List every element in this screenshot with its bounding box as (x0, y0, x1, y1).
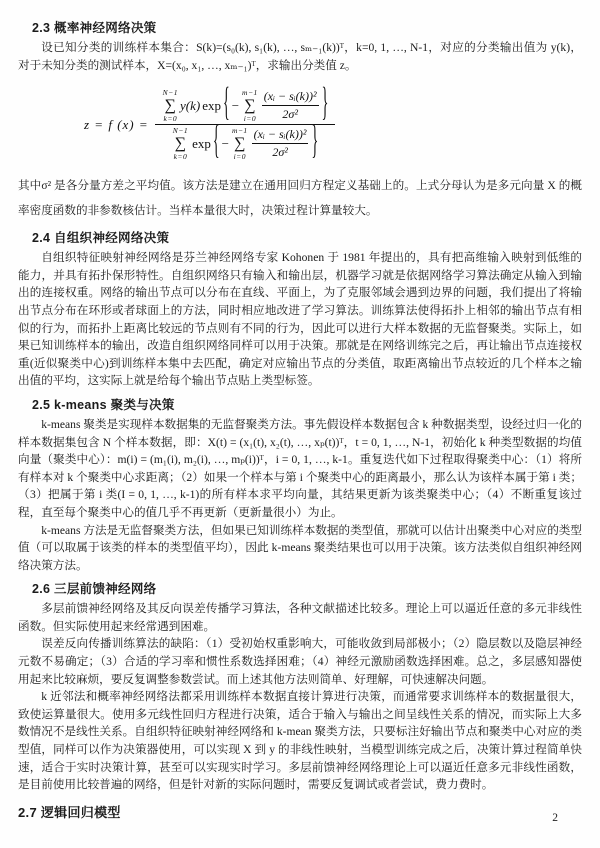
formula-probabilistic-nn (84, 82, 582, 164)
paragraph-2-6-intro: 多层前馈神经网络及其反向误差传播学习算法，各种文献描述比较多。理论上可以逼近任意的多元非线性函数。但实际使用起来经常遇到困难。 (18, 602, 582, 633)
fraction-numerator: (xᵢ − sᵢ(k))² (252, 127, 309, 144)
sigma-symbol: ∑ (234, 134, 246, 152)
outer-sum-operator-num (163, 89, 178, 122)
inner-sum-operator-den (232, 127, 248, 160)
paragraph-2-3-intro: 设已知分类的训练样本集合：S(k)=(s₀(k), s₁(k), …, sₘ₋₁(k))ᵀ，k=0, 1, …, N-1，对应的分类输出值为 y(k)，对于未知分类的测试样本，X=(x₀, x₁, …, xₘ₋₁)ᵀ，求输出分类值 z。 (18, 41, 582, 72)
heading-2-7: 2.7 逻辑回归模型 (18, 804, 121, 820)
sum-upper-limit: m−1 (231, 126, 248, 136)
sum-upper-limit: N−1 (162, 88, 178, 98)
numerator-row (161, 82, 330, 126)
right-brace: } (321, 82, 329, 126)
left-brace: { (222, 82, 230, 126)
right-brace: } (311, 120, 319, 164)
sum-upper-limit: N−1 (172, 126, 189, 136)
section-2-7 (18, 802, 582, 821)
sigma-symbol: ∑ (244, 96, 256, 114)
minus-sign: − (221, 135, 229, 151)
fraction-numerator: (xᵢ − sᵢ(k))² (262, 89, 319, 106)
coefficient-yk: y(k) (179, 97, 201, 113)
exp-function: exp (202, 97, 221, 113)
formula-denominator (155, 120, 336, 164)
fraction-denominator: 2σ² (272, 145, 288, 160)
page-number: 2 (552, 812, 558, 824)
sum-lower-limit: i=0 (243, 113, 257, 123)
paragraph-2-6-comparison: k 近邻法和概率神经网络法都采用训练样本数据直接计算进行决策，而通常要求训练样本的数据量很大，致使运算量很大。使用多元线性回归方程进行决策，适合于输入与输出之间呈线性关系的情况，而实际上大多数情况不是线性关系。自组织特征映射神经网络和 k-mean 聚类方法，只要标注好输出节点和聚类中心对应的类型值，同样可以作为决策器使用，可以实现 X 到 y 的非线性映射，当模型训练完成之后，决策计算过程简单快速，适合于实时决策计算，甚至可以实现实时学习。多层前馈神经网络理论上可以逼近任意多元非线性函数，是目前使用比较普遍的网络，但是针对新的实际问题时，需要反复调试或者尝试，费力费时。 (18, 690, 582, 792)
formula-big-fraction (155, 82, 336, 164)
sigma-symbol: ∑ (164, 96, 177, 114)
denominator-row (171, 120, 319, 164)
inner-sum-operator-num (242, 89, 258, 122)
sum-lower-limit: i=0 (233, 151, 246, 161)
paragraph-2-6-defects: 误差反向传播训练算法的缺陷：（1）受初始权重影响大，可能收敛到局部极小；（2）隐层数以及隐层神经元数不易确定；（3）合适的学习率和惯性系数选择困难；（4）神经元激励函数选择困难。总之，多层感知器使用起来比较麻烦，要反复调整参数尝试。而上述其他方法则简单、好理解，可快速解决问题。 (18, 637, 582, 686)
sum-lower-limit: k=0 (173, 151, 188, 161)
section-2-4 (18, 228, 582, 390)
outer-sum-operator-den (173, 127, 188, 160)
inner-fraction-num (262, 89, 319, 122)
heading-2-4: 2.4 自组织神经网络决策 (32, 231, 170, 246)
paragraph-2-5-algorithm: k-means 聚类是实现样本数据集的无监督聚类方法。事先假设样本数据包含 k 种数据类型，设经过归一化的样本数据集包含 N 个样本数据，即：X(t) = (x₁(t), x₂(t), …, xₚ(t))ᵀ，t = 0, 1, …, N-1，初始化 k 种类型数据的均值向量（聚类中心）：m(i) = (m₁(i), m₂(i), …, mₚ(i))ᵀ，i = 0, 1, …, k-1。重复迭代如下过程取得聚类中心：（1）将所有样本对 k 个聚类中心求距离；（2）如果一个样本与第 i 个聚类中心的距离最小，那么认为该样本属于第 i 类；（3）把属于第 i 类(I = 0, 1, …, k-1)的所有样本求平均向量，其结果更新为该类聚类中心；（4）不断重复该过程，直至每个聚类中心的值几乎不再更新（更新量很小）为止。 (18, 417, 582, 519)
sum-lower-limit: k=0 (163, 113, 178, 123)
left-brace: { (212, 120, 220, 164)
sum-upper-limit: m−1 (242, 88, 258, 98)
heading-2-5: 2.5 k-means 聚类与决策 (32, 397, 175, 412)
minus-sign: − (231, 97, 240, 113)
paragraph-2-4: 自组织特征映射神经网络是芬兰神经网络专家 Kohonen 于 1981 年提出的，具有把高维输入映射到低维的能力，并具有拓扑保形特性。自组织网络只有输入和输出层，机器学习就是依据网络学习算法确定从输入到输出的连接权重。网络的输出节点可以分布在直线、平面上，为了克服邻域会遇到边界的问题，我们提出了将输出节点分布在环形或者球面上的方法，同时相应地改进了学习算法。训练算法使得拓扑上相邻的输出节点有相似的行为，而拓扑上距离比较远的节点则有不同的行为，因此可以进行大样本数据的无监督聚类。实际上，如果已知训练样本的输出，改造自组织网络同样可以用于决策。那就是在网络训练完之后，再让输出节点连接权重(近似聚类中心)到训练样本集中去匹配，确定对应输出节点的分类值，取距离输出节点较近的几个样本之输出值的平均，这实际上就是给每个输出节点贴上类型标签。 (18, 251, 582, 388)
inner-fraction-den (252, 127, 309, 160)
formula-numerator (155, 82, 336, 126)
sigma-symbol: ∑ (174, 134, 187, 152)
heading-2-6: 2.6 三层前馈神经网络 (32, 582, 157, 597)
section-2-3 (18, 18, 582, 223)
section-2-6 (18, 579, 582, 794)
section-2-5 (18, 395, 582, 574)
fraction-denominator: 2σ² (282, 107, 298, 122)
exp-function: exp (192, 135, 211, 151)
heading-2-3: 2.3 概率神经网络决策 (32, 21, 157, 35)
formula-lhs: z = f (x) = (84, 116, 149, 132)
paragraph-2-5-decision: k-means 方法是无监督聚类方法，但如果已知训练样本数据的类型值，那就可以估计出聚类中心对应的类型值（可以取属于该类的样本的类型值平均），因此 k-means 聚类结果也可以用于决策。该方法类似自组织神经网络决策方法。 (18, 523, 582, 572)
paragraph-2-3-after-formula: 其中σ² 是各分量方差之平均值。该方法是建立在通用回归方程定义基础上的。上式分母认为是多元向量 X 的概率密度函数的非参数核估计。当样本量很大时，决策过程计算量较大。 (18, 179, 582, 218)
